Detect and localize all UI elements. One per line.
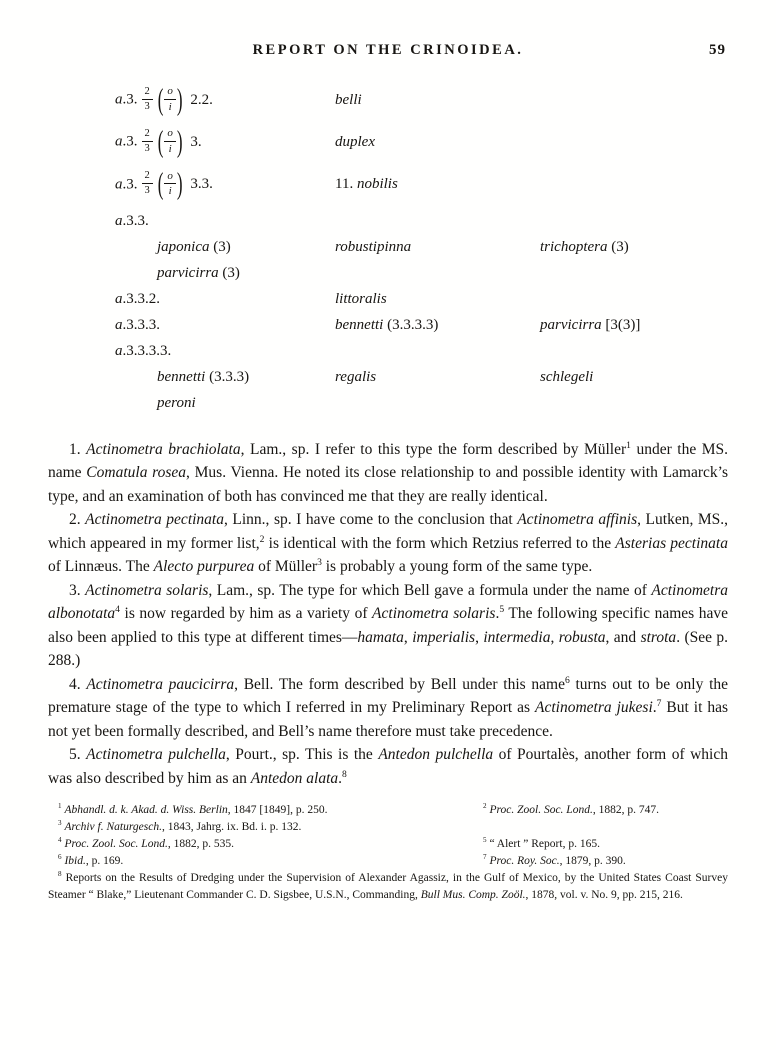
footnote-ref: 2 bbox=[483, 802, 487, 811]
footnote bbox=[48, 836, 473, 853]
text: turns out to be only the premature stage of the type to which I referred in my Preliminary Report as bbox=[48, 675, 729, 717]
text: , Bell. The form described by Bell under this name bbox=[234, 675, 565, 693]
classification-cell bbox=[115, 343, 335, 360]
text: .3.3.3.3. bbox=[122, 342, 172, 359]
text: , 1879, p. 390. bbox=[559, 855, 626, 868]
italic-text: Actinometra pulchella bbox=[86, 746, 226, 764]
fraction-denominator: 3 bbox=[144, 142, 150, 154]
footnote-ref: 7 bbox=[656, 698, 662, 710]
text: .3.3.2. bbox=[122, 290, 160, 307]
classification-cell bbox=[115, 395, 335, 412]
italic-text: robustipinna bbox=[335, 238, 412, 255]
italic-text: japonica bbox=[157, 238, 210, 255]
italic-text: Antedon alata bbox=[250, 769, 339, 787]
text: , Lam., sp. The type for which Bell gave a formula under the name of bbox=[208, 581, 652, 599]
text: .3.3. bbox=[122, 212, 149, 229]
classification-row bbox=[48, 369, 728, 386]
paren-fraction bbox=[157, 166, 184, 201]
italic-text: Actinometra pectinata bbox=[85, 511, 224, 529]
italic-text: parvicirra bbox=[157, 264, 219, 281]
footnote-row bbox=[48, 819, 728, 836]
formula-cell bbox=[115, 82, 335, 117]
italic-text: Actinometra albonotata bbox=[48, 581, 729, 623]
italic-text: bennetti bbox=[335, 316, 384, 333]
italic-text: littoralis bbox=[335, 290, 387, 307]
text: (3) bbox=[209, 238, 231, 255]
text: is identical with the form which Retzius referred to the bbox=[264, 534, 616, 552]
footnote bbox=[48, 802, 473, 819]
footnote-ref: 1 bbox=[58, 802, 62, 811]
species-name bbox=[335, 369, 540, 386]
close-paren: ) bbox=[176, 82, 183, 117]
text: , 1843, Jahrg. ix. Bd. i. p. 132. bbox=[161, 821, 302, 834]
species-name bbox=[335, 176, 540, 193]
footnote bbox=[473, 853, 728, 870]
footnote-ref: 6 bbox=[58, 853, 62, 862]
italic-text: nobilis bbox=[356, 176, 398, 193]
footnote bbox=[473, 836, 728, 853]
page-number: 59 bbox=[709, 42, 726, 58]
italic-text: Actinometra solaris bbox=[372, 605, 496, 623]
fraction-denominator: i bbox=[168, 100, 172, 113]
italic-text: Actinometra affinis bbox=[517, 511, 638, 529]
fraction-numerator: 2 bbox=[142, 170, 153, 184]
paren-fraction bbox=[157, 82, 184, 117]
classification-row bbox=[48, 395, 728, 412]
italic-text: Proc. Zool. Soc. Lond. bbox=[489, 804, 593, 817]
species-name bbox=[540, 239, 728, 256]
text: 5. bbox=[69, 746, 87, 764]
text: 3. bbox=[69, 581, 86, 599]
text: (3) bbox=[218, 264, 240, 281]
text: . bbox=[652, 699, 657, 717]
text: of Pourtalès, another form of which was also described by him as an bbox=[48, 746, 728, 787]
fraction bbox=[164, 85, 176, 113]
text: , 1882, p. 747. bbox=[592, 804, 659, 817]
paragraph bbox=[48, 743, 728, 790]
fraction-numerator: 2 bbox=[142, 128, 153, 142]
fraction-numerator: o bbox=[164, 127, 176, 142]
fraction bbox=[142, 170, 153, 197]
classification-row bbox=[48, 343, 728, 360]
fraction-numerator: 2 bbox=[142, 86, 153, 100]
text: [3(3)] bbox=[601, 316, 641, 333]
italic-text: Actinometra brachiolata bbox=[86, 440, 241, 458]
text: is now regarded by him as a variety of bbox=[119, 605, 373, 623]
footnote-ref: 3 bbox=[58, 819, 62, 828]
text: But it has not yet been formally described, and Bell’s name therefore must take precedence. bbox=[48, 699, 729, 740]
text: (3) bbox=[607, 238, 629, 255]
italic-text: trichoptera bbox=[540, 238, 608, 255]
italic-text: Asterias pectinata bbox=[615, 534, 728, 552]
open-paren: ( bbox=[157, 82, 164, 117]
classification-cell bbox=[115, 369, 335, 386]
italic-text: a bbox=[115, 316, 123, 333]
text: .3. bbox=[122, 91, 138, 108]
text: .3. bbox=[122, 176, 138, 193]
fraction-denominator: 3 bbox=[144, 100, 150, 112]
text: “ Alert ” Report, p. 165. bbox=[486, 838, 600, 851]
text: , p. 169. bbox=[85, 855, 124, 868]
text: . bbox=[495, 605, 500, 623]
footnote-ref: 2 bbox=[259, 533, 265, 545]
italic-text: belli bbox=[335, 91, 362, 108]
italic-text: imperialis bbox=[412, 628, 476, 646]
italic-text: Archiv f. Naturgesch. bbox=[64, 821, 162, 834]
species-name bbox=[335, 239, 540, 256]
page-header bbox=[48, 42, 728, 64]
italic-text: Proc. Zool. Soc. Lond. bbox=[64, 838, 168, 851]
text: , Lutken, MS., which appeared in my former list, bbox=[48, 511, 729, 552]
text: , 1878, vol. v. No. 9, pp. 215, 216. bbox=[525, 889, 683, 902]
text: . bbox=[338, 769, 343, 787]
footnote-row bbox=[48, 836, 728, 853]
text: .3. bbox=[122, 133, 138, 150]
italic-text: Abhandl. d. k. Akad. d. Wiss. Berlin bbox=[64, 804, 228, 817]
italic-text: Actinometra solaris bbox=[85, 581, 209, 599]
text: 2.2. bbox=[186, 91, 213, 108]
text: , bbox=[403, 628, 413, 646]
classification-cell bbox=[115, 317, 335, 334]
text: 3. bbox=[186, 133, 202, 150]
footnote-ref: 7 bbox=[483, 853, 487, 862]
footnote-ref: 3 bbox=[317, 557, 322, 569]
formula-cell bbox=[115, 166, 335, 201]
text: 4. bbox=[69, 675, 87, 693]
text: (3.3.3) bbox=[205, 368, 250, 385]
fraction bbox=[142, 128, 153, 155]
italic-text: Comatula rosea bbox=[86, 464, 187, 482]
footnote bbox=[473, 802, 728, 819]
italic-text: Actinometra jukesi bbox=[535, 699, 653, 717]
italic-text: a bbox=[115, 176, 123, 193]
footnote-ref: 8 bbox=[342, 768, 347, 780]
text: , bbox=[550, 628, 559, 646]
classification-row bbox=[48, 124, 728, 159]
formula-suffix bbox=[187, 92, 213, 108]
italic-text: Actinometra paucicirra bbox=[86, 675, 235, 693]
open-paren: ( bbox=[157, 166, 164, 201]
italic-text: bennetti bbox=[157, 368, 206, 385]
text: under the MS. name bbox=[48, 440, 728, 482]
footnote bbox=[48, 853, 473, 870]
species-name bbox=[335, 291, 540, 308]
close-paren: ) bbox=[176, 124, 183, 159]
text: , 1882, p. 535. bbox=[167, 838, 234, 851]
text: , Mus. Vienna. He noted its close relationship to and possible identity with Lamarck’s type, and an examination of both has convinced me that they are really identical. bbox=[48, 464, 728, 505]
body-text bbox=[48, 438, 728, 791]
species-name bbox=[540, 369, 728, 386]
classification-cell bbox=[115, 239, 335, 256]
classification-row bbox=[48, 265, 728, 282]
classification-row bbox=[48, 239, 728, 256]
fraction-numerator: o bbox=[164, 170, 176, 185]
classification-row bbox=[48, 213, 728, 230]
italic-text: Alecto purpurea bbox=[153, 558, 255, 576]
italic-text: Antedon pulchella bbox=[378, 746, 494, 764]
classification-cell bbox=[115, 265, 335, 282]
italic-text: schlegeli bbox=[540, 368, 594, 385]
italic-text: Bull Mus. Comp. Zoöl. bbox=[420, 889, 526, 902]
text: , Lam., sp. I refer to this type the form described by Müller bbox=[240, 440, 627, 458]
footnote-row bbox=[48, 802, 728, 819]
footnote-ref: 5 bbox=[499, 604, 505, 616]
paragraph bbox=[48, 508, 728, 579]
species-name bbox=[335, 134, 540, 151]
text: of Linnæus. The bbox=[48, 558, 154, 576]
footnote-ref: 8 bbox=[58, 870, 62, 879]
close-paren: ) bbox=[176, 166, 183, 201]
paragraph bbox=[48, 438, 728, 509]
footnote bbox=[48, 870, 728, 904]
italic-text: regalis bbox=[335, 368, 377, 385]
paren-fraction bbox=[157, 124, 184, 159]
classification-table bbox=[48, 82, 728, 412]
text: 3.3. bbox=[186, 176, 213, 193]
text: 2. bbox=[69, 511, 86, 529]
species-name bbox=[335, 92, 540, 109]
text: (3.3.3.3) bbox=[383, 316, 439, 333]
classification-row bbox=[48, 317, 728, 334]
text: 11. bbox=[335, 176, 357, 193]
italic-text: duplex bbox=[335, 133, 375, 150]
text: , 1847 [1849], p. 250. bbox=[227, 804, 328, 817]
running-title: REPORT ON THE CRINOIDEA. bbox=[252, 42, 524, 58]
text: The following specific names have also been applied to this type at different times— bbox=[48, 605, 728, 646]
classification-row bbox=[48, 291, 728, 308]
formula-suffix bbox=[187, 134, 202, 150]
italic-text: strota bbox=[640, 628, 677, 646]
italic-text: a bbox=[115, 133, 123, 150]
text: .3.3.3. bbox=[122, 316, 160, 333]
classification-row bbox=[48, 166, 728, 201]
italic-text: a bbox=[115, 342, 123, 359]
italic-text: peroni bbox=[157, 394, 196, 411]
text: of Müller bbox=[254, 558, 318, 576]
paragraph bbox=[48, 673, 728, 744]
italic-text: hamata bbox=[357, 628, 404, 646]
italic-text: robusta bbox=[558, 628, 606, 646]
fraction bbox=[164, 170, 176, 198]
footnote bbox=[48, 819, 473, 836]
formula-suffix bbox=[187, 176, 213, 192]
fraction bbox=[164, 127, 176, 155]
italic-text: intermedia bbox=[483, 628, 551, 646]
footnote-ref: 4 bbox=[58, 836, 62, 845]
footnote-ref: 1 bbox=[626, 439, 631, 451]
italic-text: a bbox=[115, 212, 123, 229]
footnote-ref: 5 bbox=[483, 836, 487, 845]
text: . (See p. 288.) bbox=[48, 628, 728, 670]
classification-row bbox=[48, 82, 728, 117]
footnote-ref: 6 bbox=[564, 674, 570, 686]
text: , bbox=[475, 628, 484, 646]
fraction-numerator: o bbox=[164, 85, 176, 100]
text: , and bbox=[605, 628, 641, 646]
italic-text: Ibid. bbox=[64, 855, 86, 868]
fraction-denominator: 3 bbox=[144, 185, 150, 197]
classification-cell bbox=[115, 213, 335, 230]
open-paren: ( bbox=[157, 124, 164, 159]
italic-text: Proc. Roy. Soc. bbox=[489, 855, 560, 868]
italic-text: parvicirra bbox=[540, 316, 602, 333]
text: , Linn., sp. I have come to the conclusion that bbox=[224, 511, 518, 529]
text: 1. bbox=[69, 440, 87, 458]
italic-text: a bbox=[115, 290, 123, 307]
footnote-row bbox=[48, 853, 728, 870]
footnotes bbox=[48, 802, 728, 904]
formula-cell bbox=[115, 124, 335, 159]
text: , Pourt., sp. This is the bbox=[225, 746, 379, 764]
fraction bbox=[142, 86, 153, 113]
footnote-ref: 4 bbox=[115, 604, 120, 616]
text: is probably a young form of the same type. bbox=[321, 558, 593, 576]
paragraph bbox=[48, 579, 728, 673]
fraction-denominator: i bbox=[168, 142, 172, 155]
fraction-denominator: i bbox=[168, 185, 172, 198]
species-name bbox=[540, 317, 728, 334]
classification-cell bbox=[115, 291, 335, 308]
italic-text: a bbox=[115, 91, 123, 108]
species-name bbox=[335, 317, 540, 334]
text: Reports on the Results of Dredging under the Supervision of Alexander Agassiz, in the Gulf of Mexico, by the United States Coast Survey Steamer “ Blake,” Lieutenant Commander C. D. Sigsbee, U.S.N., Commanding, bbox=[48, 872, 728, 902]
